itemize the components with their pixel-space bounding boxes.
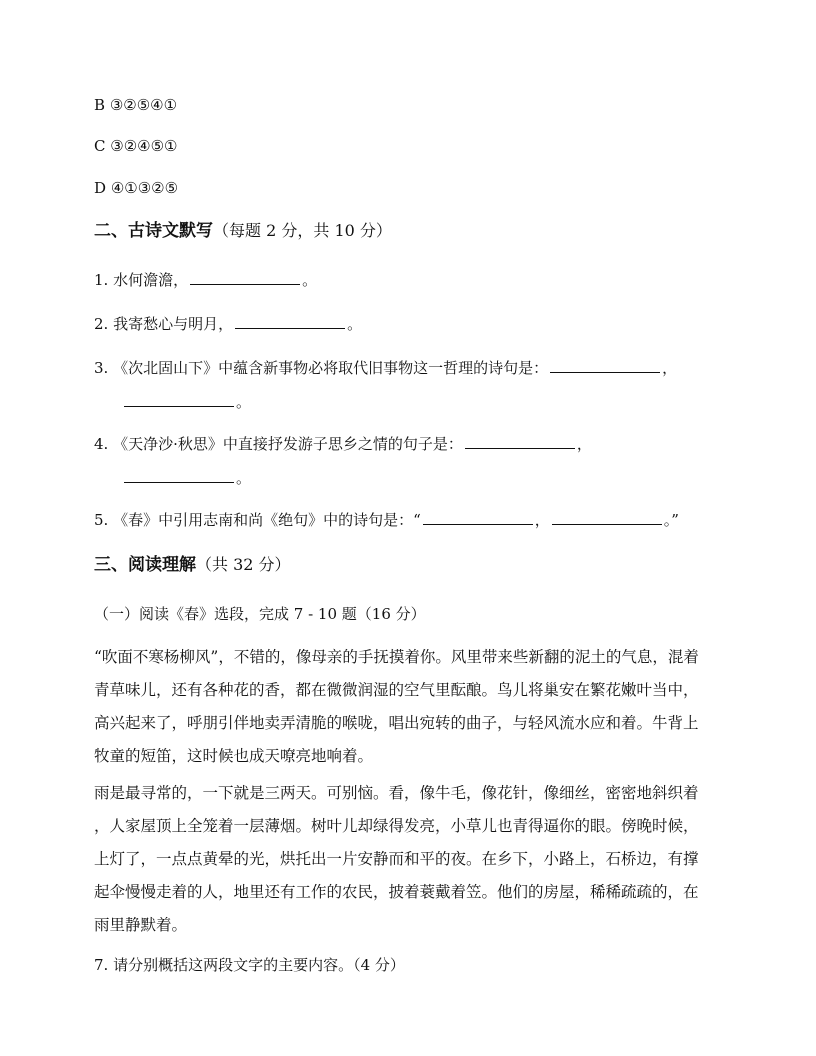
- poem-question-1: [94, 270, 317, 290]
- question-text: 《天净沙·秋思》中直接抒发游子思乡之情的句子是：: [113, 435, 463, 453]
- question-text: 水何澹澹，: [113, 271, 189, 289]
- poem-question-3: [94, 358, 677, 378]
- paragraph-line: 牧童的短笛，这时候也成天嘹亮地响着。: [94, 747, 374, 765]
- option-c: [94, 136, 178, 156]
- section-points: （每题 2 分，共 10 分）: [213, 221, 392, 240]
- question-text: 《次北固山下》中蕴含新事物必将取代旧事物这一哲理的诗句是：: [113, 359, 549, 377]
- poem-question-4-cont: [122, 468, 251, 488]
- question-text: 我寄愁心与明月，: [113, 315, 234, 333]
- paragraph-line: 雨里静默着。: [94, 916, 188, 934]
- section-title: 三、阅读理解: [94, 555, 196, 575]
- punctuation: 。: [236, 469, 252, 487]
- answer-blank[interactable]: [235, 314, 345, 329]
- answer-blank[interactable]: [550, 358, 660, 373]
- option-sequence: ④①③②⑤: [110, 179, 179, 197]
- paragraph-line: 青草味儿，还有各种花的香，都在微微润湿的空气里酝酿。鸟儿将巢安在繁花嫩叶当中，: [94, 681, 699, 699]
- section-2-heading: [94, 220, 392, 242]
- option-letter: B: [94, 96, 106, 114]
- question-number: 2.: [94, 315, 109, 333]
- subsection-heading: （一）阅读《春》选段，完成 7 - 10 题（16 分）: [94, 605, 426, 623]
- punctuation: 。: [347, 315, 363, 333]
- question-number: 5.: [94, 511, 109, 529]
- answer-blank[interactable]: [190, 270, 300, 285]
- poem-question-4: [94, 434, 592, 454]
- punctuation: 。”: [663, 511, 679, 529]
- answer-blank[interactable]: [124, 468, 234, 483]
- section-3-heading: [94, 554, 291, 576]
- section-points: （共 32 分）: [196, 555, 291, 574]
- option-d: [94, 178, 178, 198]
- question-text: 《春》中引用志南和尚《绝句》中的诗句是：“: [113, 511, 421, 529]
- paragraph-line: “吹面不寒杨柳风”，不错的，像母亲的手抚摸着你。风里带来些新翻的泥土的气息，混着: [94, 648, 699, 666]
- answer-blank[interactable]: [124, 392, 234, 407]
- punctuation: 。: [302, 271, 318, 289]
- paragraph-line: ，人家屋顶上全笼着一层薄烟。树叶儿却绿得发亮，小草儿也青得逼你的眼。傍晚时候，: [94, 817, 699, 835]
- paragraph-line: 上灯了，一点点黄晕的光，烘托出一片安静而和平的夜。在乡下，小路上，石桥边，有撑: [94, 850, 699, 868]
- punctuation: ，: [534, 511, 550, 529]
- option-b: [94, 95, 177, 115]
- question-7: 7. 请分别概括这两段文字的主要内容。（4 分）: [94, 956, 405, 974]
- reading-paragraph-2: [94, 777, 724, 942]
- punctuation: ，: [576, 435, 592, 453]
- answer-blank[interactable]: [552, 510, 662, 525]
- poem-question-2: [94, 314, 362, 334]
- option-letter: D: [94, 179, 107, 197]
- section-title: 二、古诗文默写: [94, 221, 213, 241]
- paragraph-line: 高兴起来了，呼朋引伴地卖弄清脆的喉咙，唱出宛转的曲子，与轻风流水应和着。牛背上: [94, 714, 699, 732]
- question-number: 1.: [94, 271, 109, 289]
- question-number: 3.: [94, 359, 109, 377]
- punctuation: ，: [662, 359, 678, 377]
- option-letter: C: [94, 137, 106, 155]
- paragraph-line: 起伞慢慢走着的人，地里还有工作的农民，披着蓑戴着笠。他们的房屋，稀稀疏疏的，在: [94, 883, 699, 901]
- answer-blank[interactable]: [423, 510, 533, 525]
- poem-question-5: [94, 510, 679, 530]
- answer-blank[interactable]: [465, 434, 575, 449]
- punctuation: 。: [236, 393, 252, 411]
- poem-question-3-cont: [122, 392, 251, 412]
- option-sequence: ③②④⑤①: [110, 137, 178, 155]
- reading-paragraph-1: [94, 641, 724, 773]
- question-number: 4.: [94, 435, 109, 453]
- option-sequence: ③②⑤④①: [109, 96, 178, 114]
- paragraph-line: 雨是最寻常的，一下就是三两天。可别恼。看，像牛毛，像花针，像细丝，密密地斜织着: [94, 784, 699, 802]
